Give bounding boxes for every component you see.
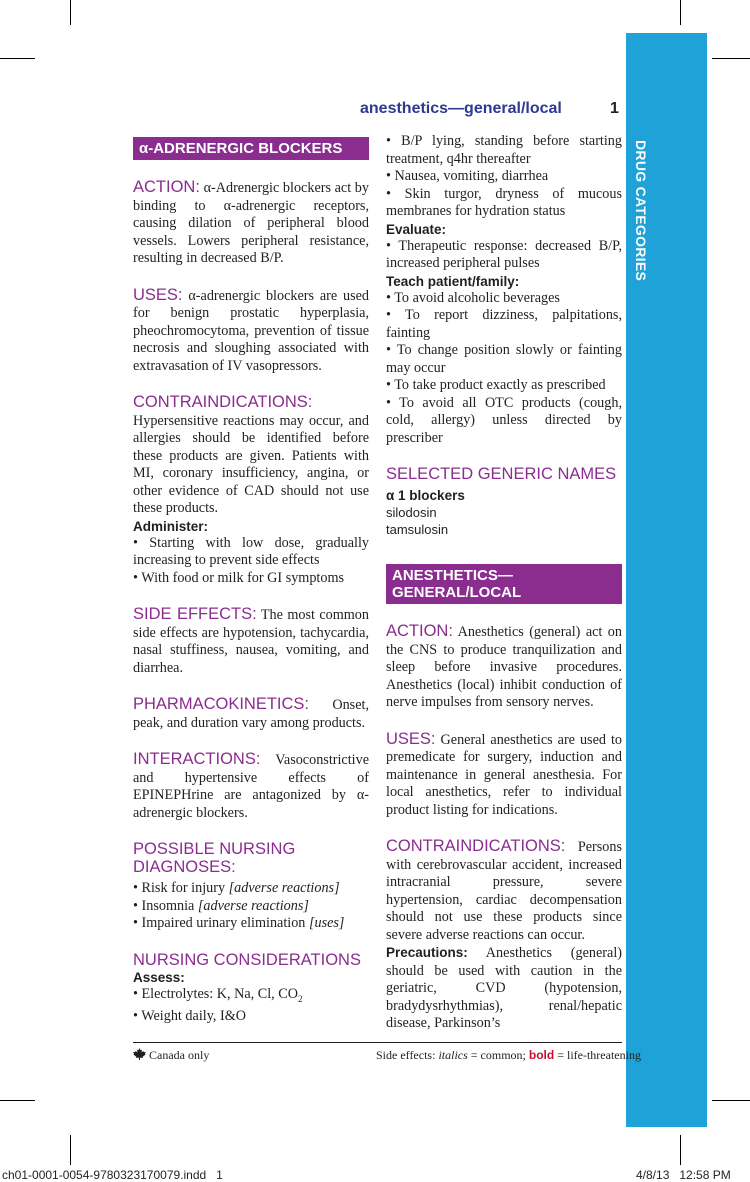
generic-names-heading: SELECTED GENERIC NAMES — [386, 465, 617, 483]
maple-leaf-icon — [133, 1048, 146, 1060]
list-item: • Skin turgor, dryness of mucous membranes for hydration status — [386, 185, 622, 219]
crop-mark — [680, 1135, 681, 1165]
uses-heading: USES: — [133, 285, 183, 304]
list-item: • To change position slowly or fainting may occur — [386, 342, 622, 376]
list-item: • To avoid all OTC products (cough, cold, allergy) unless directed by prescriber — [386, 394, 622, 446]
crop-mark — [0, 1100, 35, 1101]
anesthetics-contraindications-paragraph — [386, 837, 622, 944]
contraindications-paragraph — [133, 393, 369, 518]
pharmacokinetics-heading: PHARMACOKINETICS: — [133, 695, 310, 713]
administer-heading: Administer: — [133, 518, 209, 534]
list-item: • Nausea, vomiting, diarrhea — [386, 168, 549, 184]
uses-text: α-adrenergic blockers are used for benign prostatic hyperplasia, pheochromocytoma, prevention of tissue necrosis and sloughing associated with extravasation of IV vasopressors. — [133, 287, 369, 374]
action-heading: ACTION: — [386, 622, 453, 640]
list-item: • Insomnia [adverse reactions] — [133, 897, 309, 914]
interactions-heading: INTERACTIONS: — [133, 750, 261, 768]
action-paragraph — [133, 178, 369, 268]
running-head: anesthetics—general/local — [360, 100, 562, 117]
side-effects-paragraph — [133, 605, 369, 677]
crop-mark — [70, 0, 71, 25]
uses-text: General anesthetics are used to premedicate for surgery, induction and maintenance in general anesthesia. For local anesthetics, refer to individual product listing for indications. — [386, 731, 622, 818]
page-number: 1 — [610, 100, 619, 117]
date-slug: 4/8/13 12:58 PM — [636, 1168, 731, 1182]
teach-heading: Teach patient/family: — [386, 273, 520, 289]
crop-mark — [712, 58, 750, 59]
precautions-paragraph — [386, 944, 622, 1033]
generic-name: silodosin — [386, 505, 437, 520]
interactions-text: Vasoconstrictive and hypertensive effects of EPINEPHrine are antagonized by α-adrenergic blockers. — [133, 752, 369, 821]
list-item: • Weight daily, I&O — [133, 1007, 246, 1024]
pharmacokinetics-text: Onset, peak, and duration vary among products. — [133, 697, 369, 731]
contraindications-text: Hypersensitive reactions may occur, and allergies should be identified before these products are given. Patients with MI, coronary insufficiency, angina, or other evidence of CAD should not use these products. — [133, 412, 369, 516]
nursing-diagnoses-heading: POSSIBLE NURSING DIAGNOSES: — [133, 840, 296, 876]
side-effects-text: The most common side effects are hypotension, tachycardia, nasal stuffiness, nausea, vomiting, and diarrhea. — [133, 607, 369, 676]
action-text: α-Adrenergic blockers act by binding to α-adrenergic receptors, causing dilation of peripheral blood vessels. Lowers peripheral resistance, resulting in decreased B/P. — [133, 180, 369, 266]
uses-paragraph — [133, 286, 369, 376]
list-item: • B/P lying, standing before starting treatment, q4hr thereafter — [386, 133, 622, 167]
section-banner-alpha: α-ADRENERGIC BLOCKERS — [133, 137, 369, 160]
crop-mark — [0, 58, 35, 59]
list-item: • Electrolytes: K, Na, Cl, $CO_2$ — [133, 985, 303, 1004]
nursing-considerations-heading: NURSING CONSIDERATIONS — [133, 950, 361, 969]
crop-mark — [712, 1100, 750, 1101]
pharmacokinetics-paragraph — [133, 695, 369, 732]
generic-name: tamsulosin — [386, 522, 449, 537]
file-slug: ch01-0001-0054-9780323170079.indd 1 — [2, 1168, 223, 1182]
administer-list — [133, 535, 369, 588]
precautions-heading: Precautions: — [386, 945, 468, 960]
sidebar-label — [626, 140, 654, 280]
anesthetics-action-paragraph — [386, 622, 622, 712]
footer-note — [133, 1048, 209, 1063]
sidebar-label-text: DRUG CATEGORIES — [633, 140, 649, 282]
action-heading: ACTION: — [133, 178, 200, 196]
assess-heading: Assess: — [133, 969, 185, 985]
assess-list-continued — [386, 133, 622, 221]
column-right — [386, 133, 622, 1033]
contraindications-text: Persons with cerebrovascular accident, increased intracranial pressure, severe hypertension, cardiac decompensation should not use these products since severe adverse reactions can occur. — [386, 839, 622, 943]
canada-only-text: Canada only — [149, 1048, 210, 1062]
nursing-diagnoses-list — [133, 880, 369, 933]
evaluate-heading: Evaluate: — [386, 221, 447, 237]
list-item: • Risk for injury [adverse reactions] — [133, 880, 340, 896]
teach-list — [386, 290, 622, 448]
section-banner-anesthetics: ANESTHETICS— GENERAL/LOCAL — [386, 564, 622, 604]
list-item: • Impaired urinary elimination [uses] — [133, 915, 345, 931]
action-text: Anesthetics (general) act on the CNS to produce tranquilization and sleep before invasive procedures. Anesthetics (local) inhibit conduction of nerve impulses from sensory nerves. — [386, 624, 622, 710]
anesthetics-uses-paragraph — [386, 730, 622, 820]
crop-mark — [680, 0, 681, 25]
assess-list — [133, 986, 369, 1026]
footer-rule — [133, 1042, 622, 1043]
list-item: • To avoid alcoholic beverages — [386, 289, 560, 306]
crop-mark — [70, 1135, 71, 1165]
list-item: • To report dizziness, palpitations, fainting — [386, 307, 622, 341]
column-left — [133, 137, 369, 1025]
list-item: • With food or milk for GI symptoms — [133, 569, 345, 586]
list-item: • To take product exactly as prescribed — [386, 377, 606, 393]
footer-legend: Side effects: italics = common; bold = life-threatening — [376, 1048, 641, 1062]
side-effects-heading: SIDE EFFECTS: — [133, 605, 257, 623]
list-item: • Starting with low dose, gradually increasing to prevent side effects — [133, 534, 369, 568]
list-item: • Therapeutic response: decreased B/P, increased peripheral pulses — [386, 237, 622, 271]
contraindications-heading: CONTRAINDICATIONS: — [133, 393, 313, 411]
contraindications-heading: CONTRAINDICATIONS: — [386, 837, 566, 855]
precautions-text: Anesthetics (general) should be used with caution in the geriatric, CVD (hypotension, bradydysrhythmias), renal/hepatic disease, Parkinson’s — [386, 945, 622, 1031]
generic-subheading: α 1 blockers — [386, 488, 465, 503]
uses-heading: USES: — [386, 729, 436, 748]
evaluate-list — [386, 238, 622, 273]
interactions-paragraph — [133, 750, 369, 822]
